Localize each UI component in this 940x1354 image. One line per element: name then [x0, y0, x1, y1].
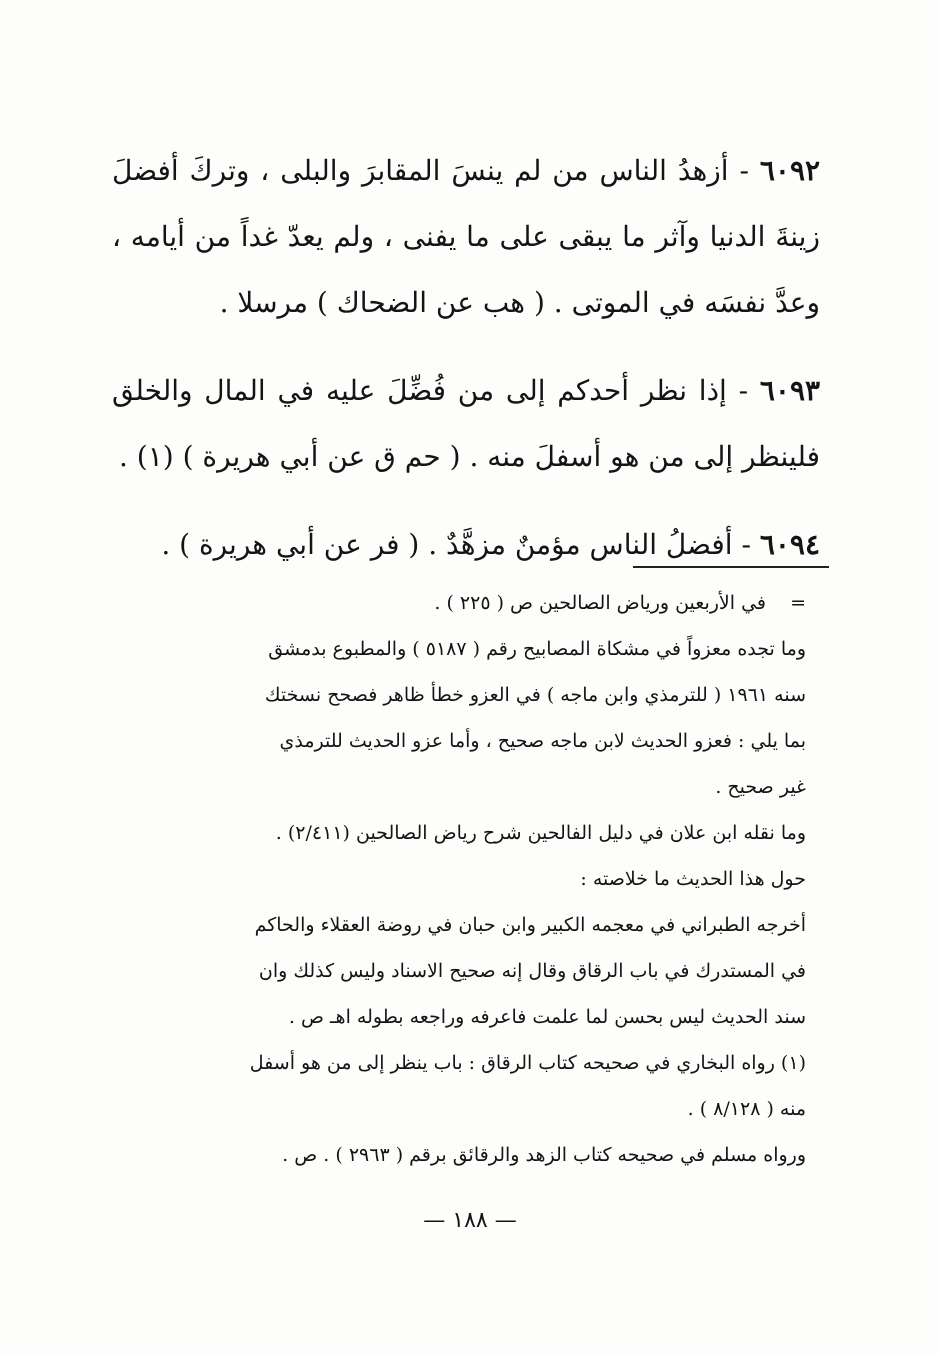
footnote-line: سند الحديث ليس بحسن لما علمت فاعرفه وراجعه بطوله اهـ ص . — [288, 1006, 806, 1028]
footnote-line: غير صحيح . — [715, 776, 806, 798]
continuation-mark: = — [790, 592, 806, 614]
hadith-6093: ٦٠٩٣ - إذا نظر أحدكم إلى من فُضِّلَ عليه في المال والخلق فلينظر إلى من هو أسفلَ منه . ( حم ق عن أبي هريرة ) (١) . — [112, 374, 821, 473]
footnote-line: =في الأربعين ورياض الصالحين ص ( ٢٢٥ ) . — [110, 580, 806, 626]
footnote-line: ورواه مسلم في صحيحه كتاب الزهد والرقائق برقم ( ٢٩٦٣ ) . ص . — [282, 1144, 806, 1166]
hadith-6094: ٦٠٩٤ - أفضلُ الناس مؤمنٌ مزهَّدٌ . ( فر عن أبي هريرة ) . — [161, 528, 820, 561]
hadith-text: أزهدُ الناس من لم ينسَ المقابرَ والبلى ، وتركَ أفضلَ زينةَ الدنيا وآثر ما يبقى على ما يفنى ، ولم يعدّ غداً من أيامه ، وعدَّ نفسَه في الموتى . ( هب عن الضحاك ) مرسلا . — [112, 154, 820, 319]
footnote-line: حول هذا الحديث ما خلاصته : — [580, 868, 806, 890]
hadith-text: إذا نظر أحدكم إلى من فُضِّلَ عليه في المال والخلق فلينظر إلى من هو أسفلَ منه . ( حم ق عن أبي هريرة ) (١) . — [112, 374, 820, 473]
hadith-number: ٦٠٩٢ — [759, 154, 821, 187]
footnote-line: وما تجده معزواً في مشكاة المصابيح رقم ( ٥١٨٧ ) والمطبوع بدمشق — [268, 638, 806, 660]
footnote-line: بما يلي : فعزو الحديث لابن ماجه صحيح ، وأما عزو الحديث للترمذي — [279, 730, 806, 752]
footnote-line: وما نقله ابن علان في دليل الفالحين شرح رياض الصالحين (٢/٤١١) . — [275, 822, 806, 844]
footnote-line: في المستدرك في باب الرقاق وقال إنه صحيح الاسناد وليس كذلك وان — [258, 960, 806, 982]
hadith-text: أفضلُ الناس مؤمنٌ مزهَّدٌ . ( فر عن أبي هريرة ) . — [161, 528, 733, 561]
footnotes — [110, 580, 806, 1178]
footnote-line: أخرجه الطبراني في معجمه الكبير وابن حبان في روضة العقلاء والحاكم — [254, 914, 806, 936]
footnote-line: منه ( ٨/١٢٨ ) . — [687, 1098, 806, 1120]
page-number: — ١٨٨ — — [423, 1208, 517, 1233]
footnote-1: (١) رواه البخاري في صحيحه كتاب الرقاق : باب ينظر إلى من هو أسفل — [249, 1052, 806, 1074]
footnote-separator — [633, 566, 829, 568]
hadith-number: ٦٠٩٣ — [759, 374, 821, 407]
hadith-number: ٦٠٩٤ — [759, 528, 820, 561]
footnote-line: سنه ١٩٦١ ( للترمذي وابن ماجه ) في العزو خطأ ظاهر فصحح نسختك — [264, 684, 806, 706]
hadith-6092: ٦٠٩٢ - أزهدُ الناس من لم ينسَ المقابرَ والبلى ، وتركَ أفضلَ زينةَ الدنيا وآثر ما يبقى على ما يفنى ، ولم يعدّ غداً من أيامه ، وعدَّ نفسَه في الموتى . ( هب عن الضحاك ) مرسلا . — [112, 154, 821, 319]
hadith-list — [112, 138, 820, 600]
